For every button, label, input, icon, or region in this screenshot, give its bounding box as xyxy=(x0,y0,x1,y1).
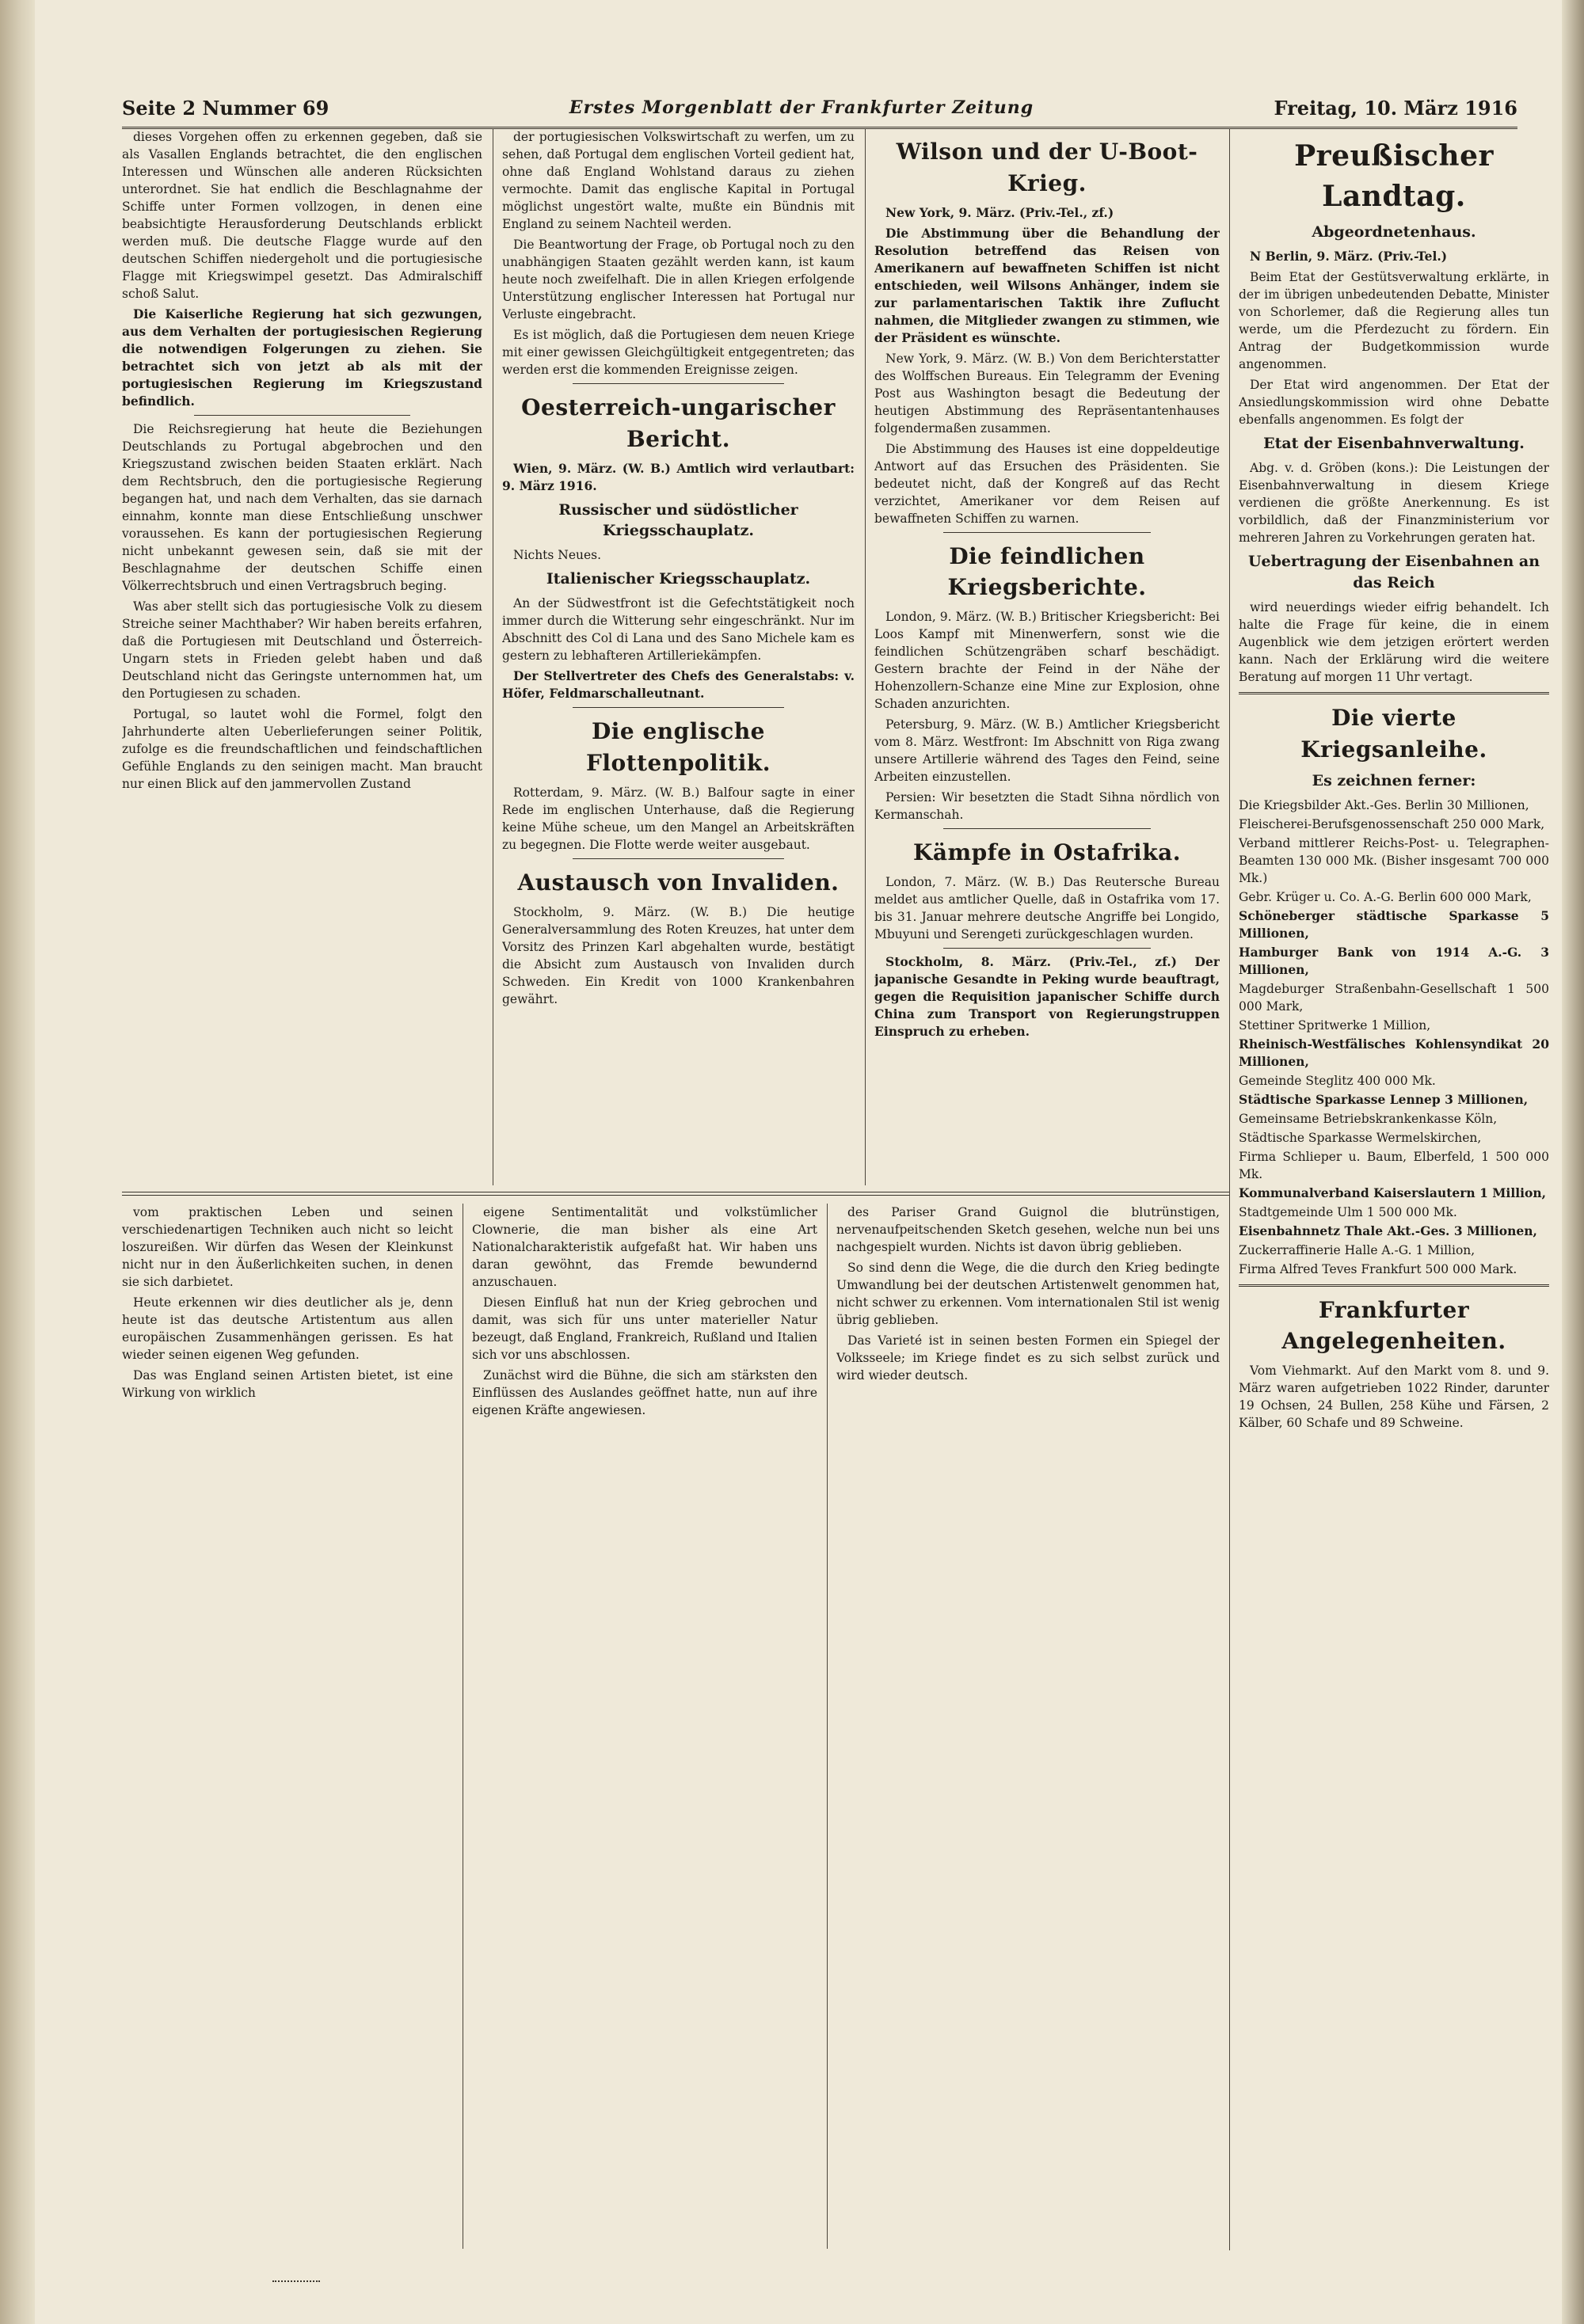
article-paragraph: Vom Viehmarkt. Auf den Markt vom 8. und 9. März waren aufgetrieben 1022 Rinder, darunter 19 Ochsen, 24 Bullen, 258 Kühe und Färsen, 2 Kälber, 60 Schafe und 89 Schweine. xyxy=(1239,1364,1549,1431)
subheading-railway-transfer: Uebertragung der Eisenbahnen an das Reich xyxy=(1247,553,1540,592)
list-item: Firma Schlieper u. Baum, Elberfeld, 1 500 000 Mk. xyxy=(1239,1149,1549,1181)
divider xyxy=(573,858,784,859)
article-paragraph: New York, 9. März. (W. B.) Von dem Berichterstatter des Wolffschen Bureaus. Ein Telegramm der Evening Post aus Washington besagt die Bedeutung der heutigen Abstimmung des Repräsentantenhauses folgendermaßen zusammen. xyxy=(874,351,1220,436)
page-number-label: Seite 2 Nummer 69 xyxy=(122,96,329,120)
article-paragraph: Was aber stellt sich das portugiesische Volk zu diesem Streiche seiner Machthaber? Wir haben bereits erfahren, daß die Portugiesen mit Deutschland und Österreich-Ungarn stets in Frieden gelebt haben und daß Deutschland nicht das Geringste unternommen hat, um den Portugiesen zu schaden. xyxy=(122,599,482,701)
article-paragraph: Rotterdam, 9. März. (W. B.) Balfour sagte in einer Rede im englischen Unterhause, daß die Regierung keine Mühe scheue, um den Mangel an Arbeitskräften zu begegnen. Die Flotte werde weiter ausgebaut. xyxy=(502,785,855,852)
subheading-house: Abgeordnetenhaus. xyxy=(1312,223,1476,242)
article-paragraph: dieses Vorgehen offen zu erkennen gegeben, daß sie als Vasallen Englands betrachtet, die den englischen Interessen und Wünschen alle anderen Rücksichten unterordnet. Sie hat endlich die Beschlagnahme der Schiffe unter Formen vollzogen, in denen eine beabsichtigte Herausforderung Deutschlands erblickt werden muß. Die deutsche Flagge wurde auf den deutschen Schiffen niedergeholt und die portugiesische Flagge mit Kriegswimpel gesetzt. Das Admiralschiff schoß Salut. xyxy=(122,130,482,301)
list-item: Hamburger Bank von 1914 A.-G. 3 Millionen, xyxy=(1239,944,1549,977)
list-item: Rheinisch-Westfälisches Kohlensyndikat 20 Millionen, xyxy=(1239,1036,1549,1069)
column-rule xyxy=(865,128,866,1185)
divider xyxy=(194,415,410,416)
article-column-landtag xyxy=(1239,128,1549,2250)
column-rule xyxy=(1229,128,1230,2250)
divider xyxy=(943,948,1151,949)
list-item: Stadtgemeinde Ulm 1 500 000 Mk. xyxy=(1239,1204,1457,1219)
feuilleton-column-right xyxy=(836,1204,1220,2249)
list-item: Stettiner Spritwerke 1 Million, xyxy=(1239,1017,1431,1033)
list-item: Kommunalverband Kaiserslautern 1 Million, xyxy=(1239,1185,1546,1200)
signature-line: Der Stellvertreter des Chefs des Generalstabs: v. Höfer, Feldmarschalleutnant. xyxy=(502,668,855,702)
list-item: Fleischerei-Berufsgenossenschaft 250 000 Mark, xyxy=(1239,816,1545,831)
article-paragraph: Petersburg, 9. März. (W. B.) Amtlicher Kriegsbericht vom 8. März. Westfront: Im Abschnitt von Riga zwang unsere Artillerie während des Tages den Feind, seine Arbeiten einzustellen. xyxy=(874,717,1220,784)
article-paragraph: Stockholm, 9. März. (W. B.) Die heutige Generalversammlung des Roten Kreuzes, hat unter dem Vorsitz des Prinzen Karl abgehalten wurde, bestätigt die Absicht zum Austausch von Invaliden durch Schweden. Ein Kredit von 1000 Krankenbahren gewährt. xyxy=(502,904,855,1006)
article-paragraph: Abg. v. d. Gröben (kons.): Die Leistungen der Eisenbahnverwaltung in diesem Kriege verdienen die größte Anerkennung. Es ist vorbildlich, daß der Finanzministerium vor mehreren Jahren zu Vorkehrungen geraten hat. xyxy=(1239,461,1549,546)
subheading-subscribers: Es zeichnen ferner: xyxy=(1312,771,1476,789)
article-paragraph: eigene Sentimentalität und volkstümlicher Clownerie, die man bisher als eine Art Nationalcharakteristik aufgefaßt hat. Wir haben uns daran gewöhnt, das Fremde bewundernd anzuschauen. xyxy=(472,1205,817,1289)
headline-wilson-uboat: Wilson und der U-Boot-Krieg. xyxy=(896,139,1198,196)
article-paragraph: Es ist möglich, daß die Portugiesen dem neuen Kriege mit einer gewissen Gleichgültigkeit entgegentreten; das werden erst die kommenden Ereignisse zeigen. xyxy=(502,328,855,377)
column-rule xyxy=(827,1204,828,2249)
article-paragraph: Diesen Einfluß hat nun der Krieg gebrochen und damit, was sich für uns unter materieller Natur bezeugt, daß England, Frankreich, Rußland und Italien sich vor uns abschlossen. xyxy=(472,1295,817,1362)
masthead: Erstes Morgenblatt der Frankfurter Zeitung xyxy=(569,97,1034,118)
article-paragraph: Die Abstimmung über die Behandlung der Resolution betreffend das Reisen von Amerikanern auf bewaffneten Schiffen ist nicht entschieden, weil Wilsons Anhänger, indem sie zur parlamentarischen Taktik ihre Zuflucht nahmen, die Mitglieder zwangen zu stimmen, wie der Präsident es wünschte. xyxy=(874,225,1220,345)
divider xyxy=(573,383,784,384)
subheading-italian-front: Italienischer Kriegsschauplatz. xyxy=(546,570,811,588)
page-edge xyxy=(1562,0,1584,2324)
article-paragraph: Die Kaiserliche Regierung hat sich gezwungen, aus dem Verhalten der portugiesischen Regierung die notwendigen Folgerungen zu ziehen. Sie betrachtet sich von jetzt ab als mit der portugiesischen Regierung im Kriegszustand befindlich. xyxy=(122,306,482,409)
article-paragraph: Beim Etat der Gestütsverwaltung erklärte, in der im übrigen unbedeutenden Debatte, Minister von Schorlemer, daß die Regierung alles tun werde, um die Pferdezucht zu fördern. Ein Antrag der Budgetkommission wurde angenommen. xyxy=(1239,270,1549,372)
dateline: Wien, 9. März. (W. B.) Amtlich wird verlautbart: 9. März 1916. xyxy=(502,460,855,493)
article-paragraph: Heute erkennen wir dies deutlicher als je, denn heute ist das deutsche Artistentum aus allen europäischen Zusammenhängen gerissen. Es hat wieder seinen eigenen Weg gefunden. xyxy=(122,1295,453,1362)
feuilleton-column-left xyxy=(122,1204,453,2249)
article-paragraph: Die Reichsregierung hat heute die Beziehungen Deutschlands zu Portugal abgebrochen und den Kriegszustand zwischen beiden Staaten erklärt. Nach dem Rechtsbruch, den die portugiesische Regierung begangen hat, und nach dem Verhalten, das sie darnach einnahm, konnte man diese Entschließung unschwer voraussehen. Es kann der portugiesischen Regierung nicht unbekannt gewesen sein, daß sie mit der Beschlagnahme der deutschen Schiffe einen Völkerrechtsbruch und einen Vertragsbruch beging. xyxy=(122,422,482,593)
article-paragraph: Das Varieté ist in seinen besten Formen ein Spiegel der Volksseele; im Kriege findet es zu sich selbst zurück und wird wieder deutsch. xyxy=(836,1333,1220,1383)
divider xyxy=(1239,692,1549,694)
headline-war-loan: Die vierte Kriegsanleihe. xyxy=(1300,705,1487,763)
headline-frankfurt-affairs: Frankfurter Angelegenheiten. xyxy=(1281,1296,1506,1355)
article-paragraph: Das was England seinen Artisten bietet, ist eine Wirkung von wirklich xyxy=(122,1368,453,1400)
headline-invalid-exchange: Austausch von Invaliden. xyxy=(517,869,840,896)
article-paragraph: Zunächst wird die Bühne, die sich am stärksten den Einflüssen des Auslandes geöffnet hatte, nun auf ihre eigenen Kräfte angewiesen. xyxy=(472,1368,817,1417)
article-column-war-reports xyxy=(874,128,1220,1185)
article-paragraph: An der Südwestfront ist die Gefechtstätigkeit noch immer durch die Witterung sehr eingeschränkt. Nur im Abschnitt des Col di Lana und des Sano Michele kam es gestern zu lebhafteren Artilleriekämpfen. xyxy=(502,596,855,664)
list-item: Firma Alfred Teves Frankfurt 500 000 Mark. xyxy=(1239,1261,1517,1276)
list-item: Verband mittlerer Reichs-Post- u. Telegraphen-Beamten 130 000 Mk. (Bisher insgesamt 700 000 Mk.) xyxy=(1239,835,1549,885)
dateline: N Berlin, 9. März. (Priv.-Tel.) xyxy=(1250,249,1448,264)
article-paragraph: wird neuerdings wieder eifrig behandelt. Ich halte die Frage für keine, die in einem Augenblick wie dem jetzigen erörtert werden kann. Nach der Erklärung wird die weitere Beratung auf morgen 11 Uhr vertagt. xyxy=(1239,600,1549,685)
article-paragraph: London, 7. März. (W. B.) Das Reutersche Bureau meldet aus amtlicher Quelle, daß in Ostafrika vom 17. bis 31. Januar mehrere deutsche Angriffe bei Longido, Mbuyuni und Serengeti zurückgeschlagen wurden. xyxy=(874,874,1220,941)
divider xyxy=(943,532,1151,533)
article-paragraph: des Pariser Grand Guignol die blutrünstigen, nervenaufpeitschenden Sketch gesehen, welche nun bei uns nachgespielt wurden. Nichts ist davon übrig geblieben. xyxy=(836,1205,1220,1254)
headline-austria-report: Oesterreich-ungarischer Bericht. xyxy=(521,394,836,452)
article-paragraph: vom praktischen Leben und seinen verschiedenartigen Techniken auch nicht so leicht loszureißen. Wir dürfen das Wesen der Kleinkunst nicht nur in den Äußerlichkeiten suchen, in denen sie sich darbietet. xyxy=(122,1205,453,1289)
subheading-railway-budget: Etat der Eisenbahnverwaltung. xyxy=(1263,435,1525,453)
newspaper-page xyxy=(35,0,1562,2324)
list-item: Die Kriegsbilder Akt.-Ges. Berlin 30 Millionen, xyxy=(1239,797,1529,812)
feuilleton-column-middle xyxy=(472,1204,817,2249)
subscriber-list xyxy=(1239,797,1549,1278)
page-header xyxy=(122,89,1517,129)
article-paragraph: Portugal, so lautet wohl die Formel, folgt den Jahrhunderte alten Ueberlieferungen seiner Politik, zufolge es die freundschaftlichen und feindschaftlichen Gefühle Englands zu den seinigen macht. Man braucht nur einen Blick auf den jammervollen Zustand xyxy=(122,707,482,791)
ink-mark xyxy=(272,2280,320,2290)
divider xyxy=(573,707,784,708)
headline-prussian-landtag: Preußischer Landtag. xyxy=(1294,139,1494,214)
article-column-politics xyxy=(502,128,855,1185)
article-paragraph: Nichts Neues. xyxy=(513,548,602,563)
list-item: Gemeinsame Betriebskrankenkasse Köln, xyxy=(1239,1111,1498,1126)
feuilleton-rule xyxy=(122,1192,1229,1196)
list-item: Städtische Sparkasse Lennep 3 Millionen, xyxy=(1239,1091,1529,1107)
list-item: Eisenbahnnetz Thale Akt.-Ges. 3 Millionen, xyxy=(1239,1223,1537,1238)
article-paragraph: Die Abstimmung des Hauses ist eine doppeldeutige Antwort auf das Ersuchen des Präsidenten. Sie bedeutet nicht, daß der Kongreß auf das Recht verzichtet, Amerikaner vor dem Reisen auf bewaffneten Schiffen zu warnen. xyxy=(874,441,1220,526)
divider xyxy=(1239,1284,1549,1287)
list-item: Gemeinde Steglitz 400 000 Mk. xyxy=(1239,1073,1436,1088)
list-item: Schöneberger städtische Sparkasse 5 Millionen, xyxy=(1239,907,1549,941)
article-paragraph: Stockholm, 8. März. (Priv.-Tel., zf.) Der japanische Gesandte in Peking wurde beauftragt, gegen die Requisition japanischer Schiffe durch China zum Transport von Regierungstruppen Einspruch zu erheben. xyxy=(874,953,1220,1039)
article-paragraph: So sind denn die Wege, die die durch den Krieg bedingte Umwandlung bei der deutschen Artistenwelt genommen hat, nicht schwer zu erkennen. Vom internationalen Stil ist wenig übrig geblieben. xyxy=(836,1261,1220,1327)
divider xyxy=(943,828,1151,829)
headline-east-africa: Kämpfe in Ostafrika. xyxy=(913,839,1181,865)
article-paragraph: Die Beantwortung der Frage, ob Portugal noch zu den unabhängigen Staaten gezählt werden kann, ist kaum heute noch zweifelhaft. Die in allen Kriegen erfolgende Unterstützung englischer Interessen hat Portugal nur Verluste eingebracht. xyxy=(502,238,855,321)
dateline: New York, 9. März. (Priv.-Tel., zf.) xyxy=(885,204,1114,220)
list-item: Gebr. Krüger u. Co. A.-G. Berlin 600 000 Mark, xyxy=(1239,889,1532,904)
article-column-portugal xyxy=(122,128,482,1185)
article-paragraph: der portugiesischen Volkswirtschaft zu werfen, um zu sehen, daß Portugal dem englischen Vorteil gedient hat, ohne daß England Wohlstand daraus zu ziehen vermochte. Damit das englische Kapital in Portugal möglichst ungestört walte, mußte ein Bündnis mit England zu seinem Nachteil werden. xyxy=(502,130,855,231)
article-paragraph: Der Etat wird angenommen. Der Etat der Ansiedlungskommission wird ohne Debatte ebenfalls angenommen. Es folgt der xyxy=(1239,378,1549,428)
book-spine xyxy=(0,0,35,2324)
article-paragraph: Persien: Wir besetzten die Stadt Sihna nördlich von Kermanschah. xyxy=(874,790,1220,822)
issue-date: Freitag, 10. März 1916 xyxy=(1274,96,1517,120)
list-item: Zuckerraffinerie Halle A.-G. 1 Million, xyxy=(1239,1242,1475,1257)
subheading-russian-front: Russischer und südöstlicher Kriegsschauplatz. xyxy=(558,500,798,540)
headline-enemy-reports: Die feindlichen Kriegsberichte. xyxy=(947,542,1147,601)
article-paragraph: London, 9. März. (W. B.) Britischer Kriegsbericht: Bei Loos Kampf mit Minenwerfern, sonst wie die feindlichen Schützengräben scharf beschädigt. Gestern brachte der Feind in der Nähe der Hohenzollern-Schanze eine Mine zur Explosion, ohne Schaden anzurichten. xyxy=(874,610,1220,711)
list-item: Magdeburger Straßenbahn-Gesellschaft 1 500 000 Mark, xyxy=(1239,981,1549,1014)
headline-english-fleet: Die englische Flottenpolitik. xyxy=(586,718,771,777)
list-item: Städtische Sparkasse Wermelskirchen, xyxy=(1239,1130,1482,1145)
